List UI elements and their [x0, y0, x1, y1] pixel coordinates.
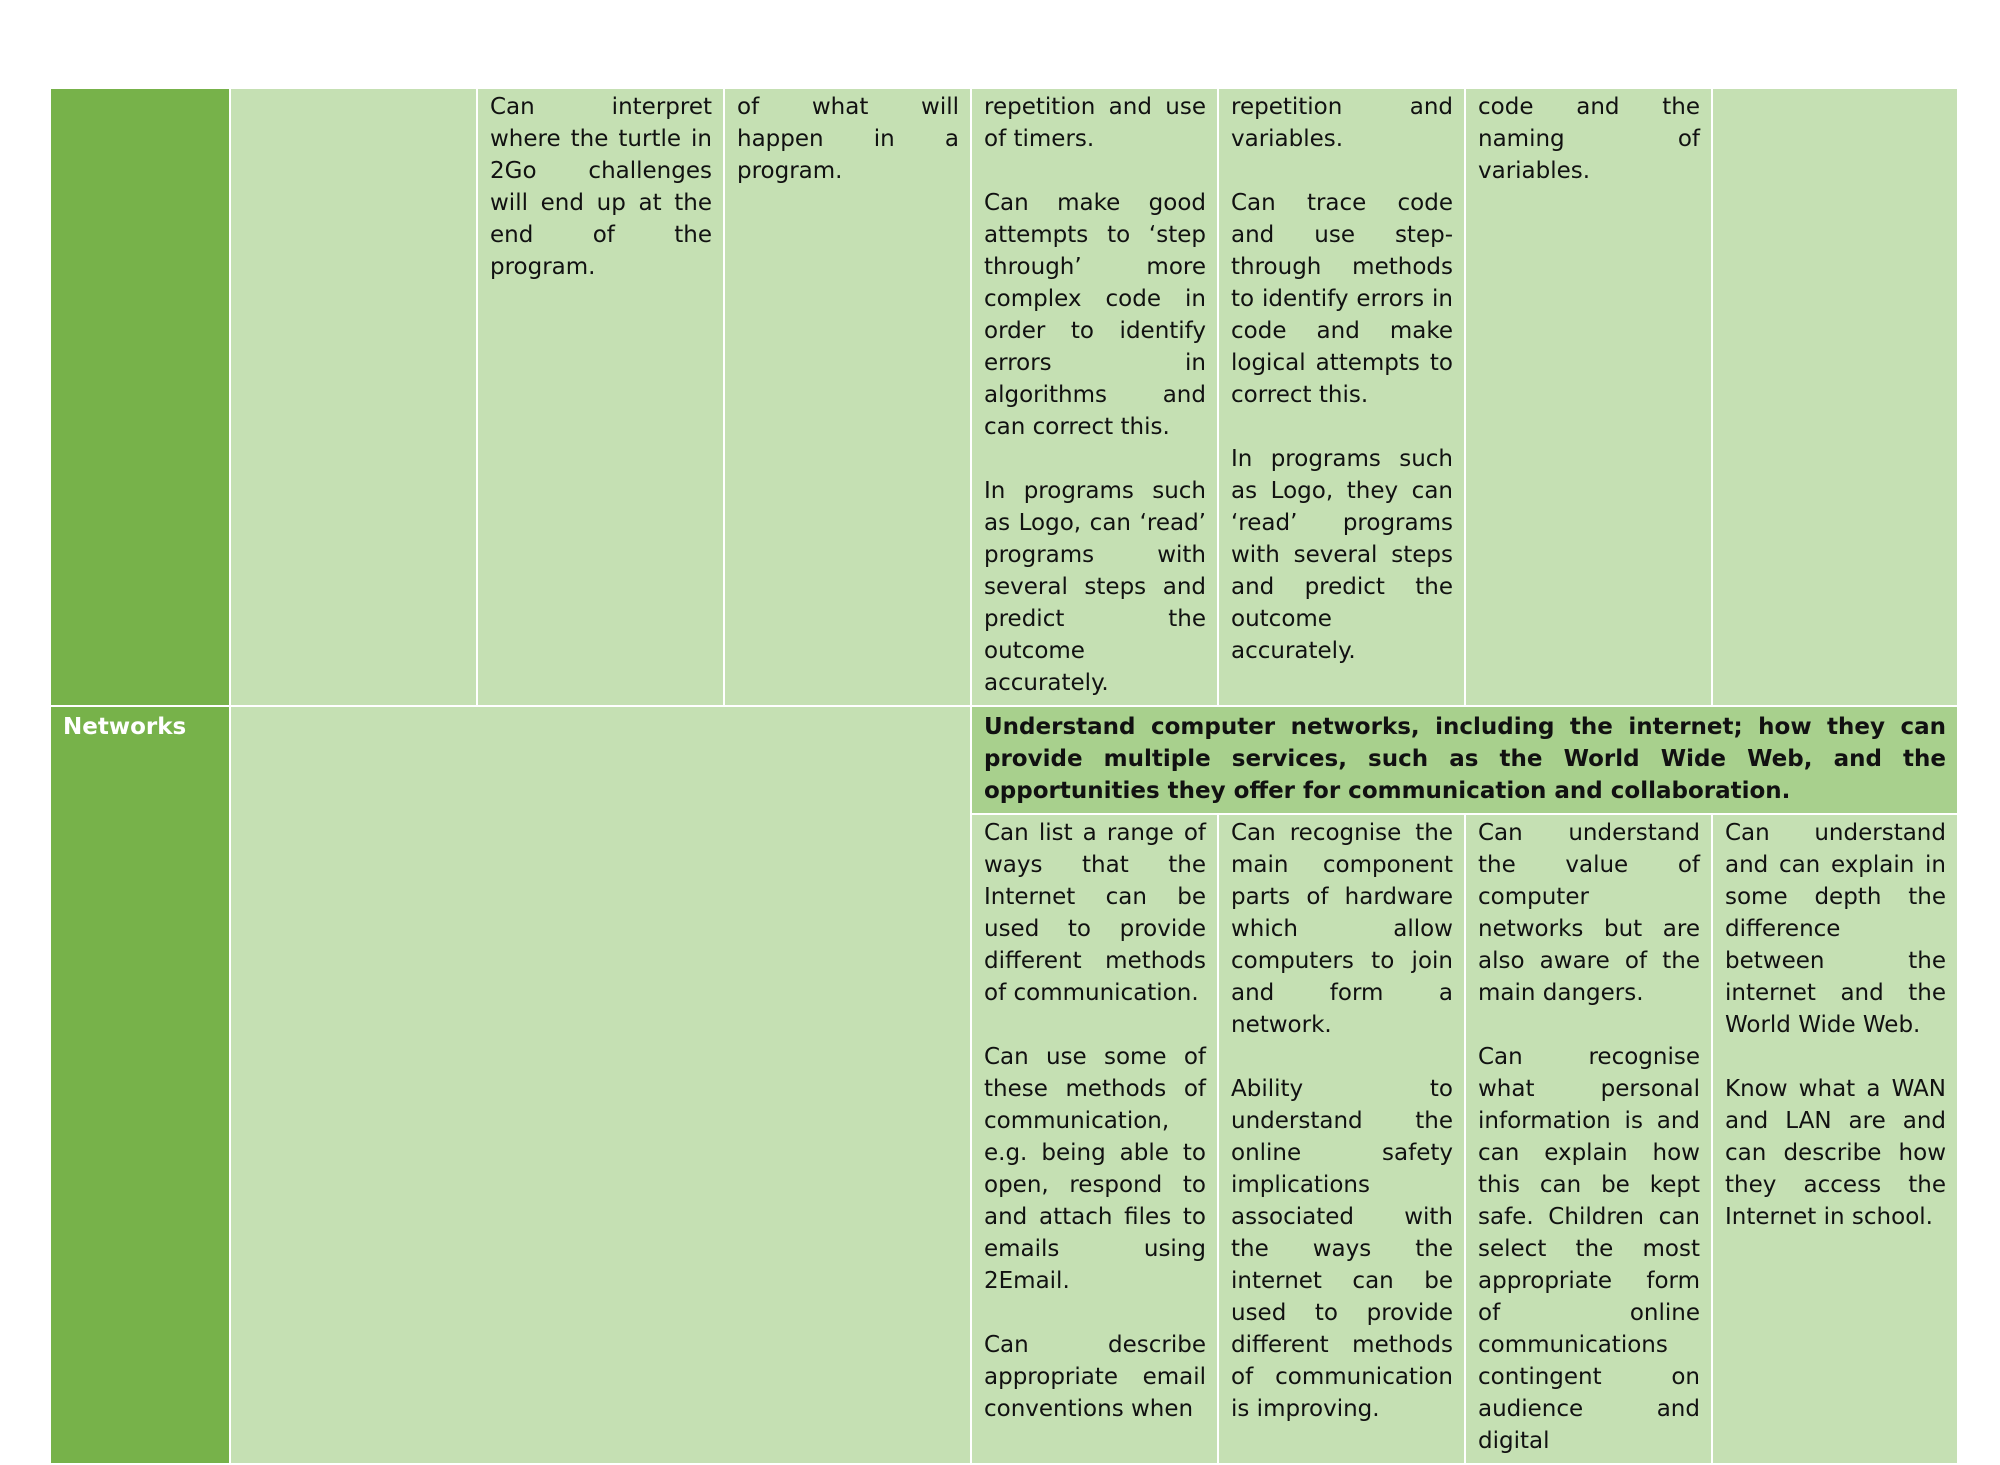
- cell-col7: [1465, 88, 1712, 706]
- cell-col3: [477, 88, 724, 706]
- cell-col7: [1465, 814, 1712, 1464]
- strand-label-cell: [50, 706, 230, 1464]
- cell-paragraph: Ability to understand the online safety implications associated with the ways the internet can be used to provide different methods of communication is improving.: [1231, 1076, 1453, 1422]
- table-row-networks-heading: [50, 706, 1958, 814]
- cell-empty-span: [230, 706, 971, 1464]
- cell-paragraph: In programs such as Logo, they can ‘read’ programs with several steps and predict the outcome accurately.: [1231, 446, 1453, 664]
- cell-paragraph: Can list a range of ways that the Internet can be used to provide different methods of communication.: [984, 820, 1206, 1006]
- strand-heading: Understand computer networks, including the internet; how they can provide multiple services, such as the World Wide Web, and the opportunities they offer for communication and collaboration.: [971, 706, 1958, 814]
- table-row-programming: [50, 88, 1958, 706]
- cell-paragraph: Can understand and can explain in some depth the difference between the internet and the World Wide Web.: [1725, 820, 1946, 1038]
- cell-paragraph: Can use some of these methods of communication, e.g. being able to open, respond to and attach files to emails using 2Email.: [984, 1044, 1206, 1294]
- cell-paragraph: Can recognise what personal information is and can explain how this can be kept safe. Children can select the most appropriate form of online communications contingent on audience and digital: [1478, 1044, 1700, 1454]
- cell-col6: [1218, 814, 1465, 1464]
- cell-col5: [971, 88, 1218, 706]
- cell-col5: [971, 814, 1218, 1464]
- cell-col4: [724, 88, 971, 706]
- cell-paragraph: repetition and use of timers.: [984, 94, 1206, 152]
- cell-col8: [1712, 88, 1958, 706]
- cell-paragraph: In programs such as Logo, can ‘read’ programs with several steps and predict the outcome accurately.: [984, 478, 1206, 696]
- cell-paragraph: repetition and variables.: [1231, 94, 1453, 152]
- strand-label-cell: [50, 88, 230, 706]
- cell-paragraph: Know what a WAN and LAN are and can describe how they access the Internet in school.: [1725, 1076, 1946, 1230]
- cell-paragraph: Can recognise the main component parts of hardware which allow computers to join and form a network.: [1231, 820, 1453, 1038]
- curriculum-table: [49, 87, 1959, 1465]
- cell-paragraph: Can describe appropriate email conventions when: [984, 1332, 1206, 1422]
- cell-paragraph: Can trace code and use step-through methods to identify errors in code and make logical attempts to correct this.: [1231, 190, 1453, 408]
- cell-col6: [1218, 88, 1465, 706]
- cell-col8: [1712, 814, 1958, 1464]
- cell-paragraph: Can interpret where the turtle in 2Go challenges will end up at the end of the program.: [490, 94, 712, 280]
- cell-paragraph: of what will happen in a program.: [737, 94, 959, 184]
- cell-paragraph: code and the naming of variables.: [1478, 94, 1700, 184]
- cell-paragraph: Can understand the value of computer networks but are also aware of the main dangers.: [1478, 820, 1700, 1006]
- cell-col2: [230, 88, 477, 706]
- strand-label-networks: Networks: [63, 714, 187, 740]
- cell-paragraph: Can make good attempts to ‘step through’ more complex code in order to identify errors in algorithms and can correct this.: [984, 190, 1206, 440]
